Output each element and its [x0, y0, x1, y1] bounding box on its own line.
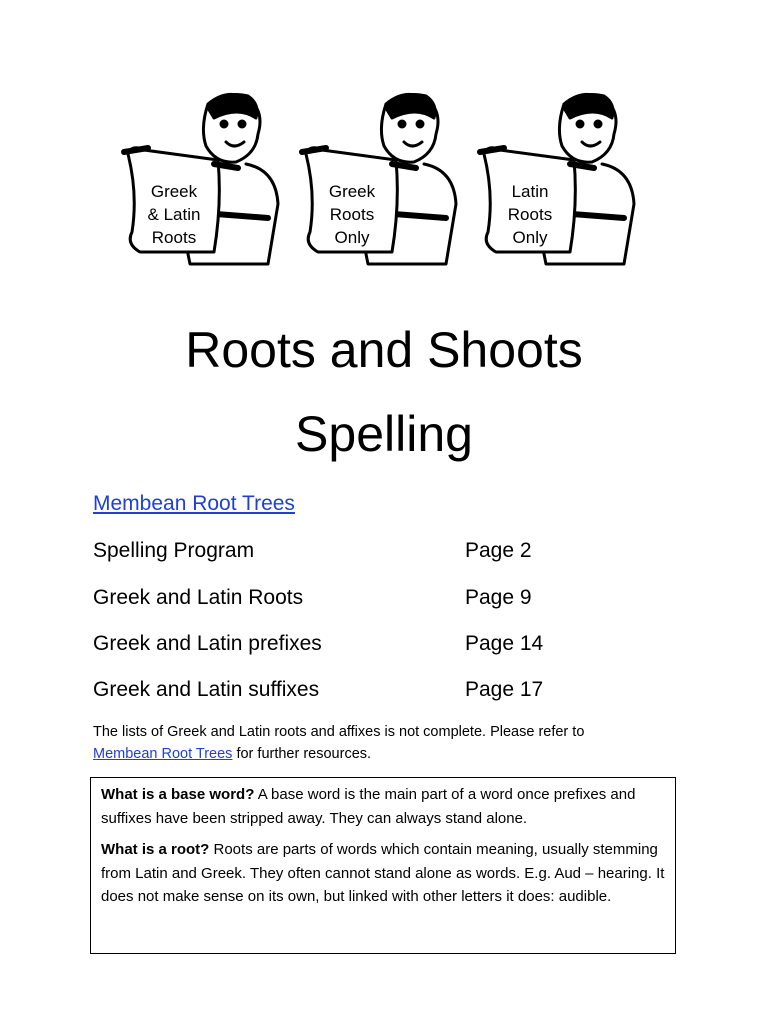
- toc-row: [93, 584, 693, 612]
- membean-root-trees-inline-link[interactable]: Membean Root Trees: [93, 746, 233, 762]
- scroll-label-line: Roots: [151, 228, 197, 247]
- scroll-label: [128, 180, 220, 249]
- toc-label: Greek and Latin Roots: [93, 586, 304, 609]
- membean-root-trees-link[interactable]: Membean Root Trees: [93, 492, 295, 515]
- toc-label: Greek and Latin prefixes: [93, 632, 322, 655]
- page-title: Roots and Shoots: [185, 322, 583, 378]
- scroll-figure-greek-latin: [118, 84, 298, 274]
- toc-page: Page 9: [465, 586, 532, 609]
- scroll-label-line: Roots: [507, 205, 553, 224]
- note-text-end: for further resources.: [232, 746, 372, 762]
- root-definition: [101, 838, 665, 909]
- scroll-label: [484, 180, 576, 249]
- toc-page: Page 17: [465, 678, 544, 701]
- illustration-row: [118, 84, 658, 274]
- base-word-answer: A base word is the main part of a word once prefixes and suffixes have been stripped away. They can always stand alone.: [101, 786, 636, 827]
- scroll-label-line: & Latin: [147, 205, 201, 224]
- root-question: What is a root?: [101, 841, 210, 858]
- toc-row: [93, 537, 693, 565]
- toc-row: [93, 676, 693, 704]
- scroll-label-line: Only: [512, 228, 548, 247]
- scroll-label: [306, 180, 398, 249]
- base-word-question: What is a base word?: [101, 786, 255, 803]
- page-title-line-2: Spelling: [295, 406, 473, 462]
- definition-box: [90, 777, 676, 954]
- toc-label: Spelling Program: [93, 539, 255, 562]
- root-answer: Roots are parts of words which contain meaning, usually stemming from Latin and Greek. They often cannot stand alone as words. E.g. Aud – hearing. It does not make sense on its own, but linked with other letters it does: audible.: [101, 841, 665, 905]
- toc-page: Page 2: [465, 539, 532, 562]
- note-paragraph: [93, 721, 693, 765]
- toc-page: Page 14: [465, 632, 544, 655]
- scroll-figure-latin: [474, 84, 654, 274]
- note-text: The lists of Greek and Latin roots and affixes is not complete. Please refer to: [93, 724, 585, 740]
- scroll-label-line: Roots: [329, 205, 375, 224]
- base-word-definition: [101, 783, 665, 830]
- scroll-label-line: Greek: [328, 182, 376, 201]
- scroll-label-line: Only: [334, 228, 370, 247]
- toc-label: Greek and Latin suffixes: [93, 678, 320, 701]
- scroll-figure-greek: [296, 84, 476, 274]
- scroll-label-line: Greek: [150, 182, 198, 201]
- scroll-label-line: Latin: [511, 182, 549, 201]
- toc-row: [93, 630, 693, 658]
